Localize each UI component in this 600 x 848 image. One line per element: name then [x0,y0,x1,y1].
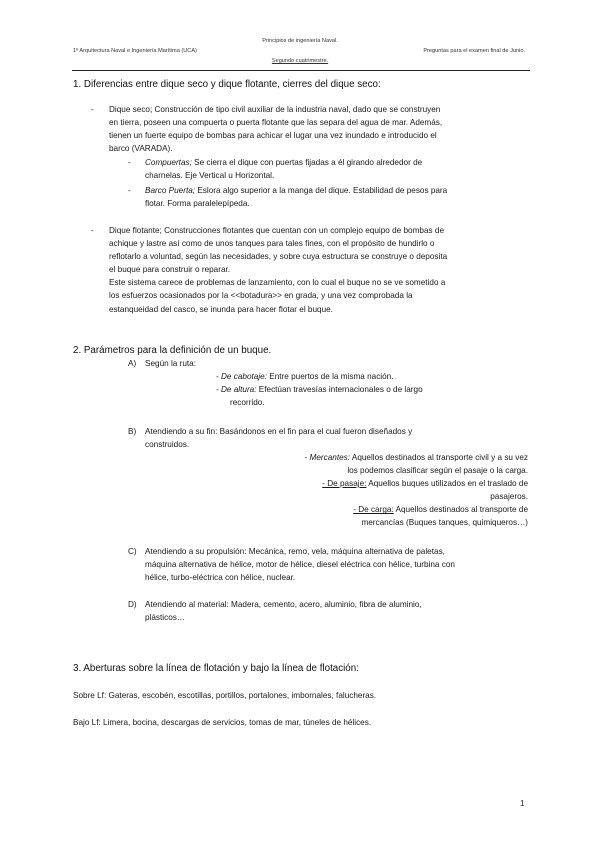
q2-b-label: B) [128,427,137,436]
bullet-dash: - [91,105,94,114]
bullet-dash: - [91,226,94,235]
dique-flotante-paragraph: Dique flotante; Construcciones flotantes que cuentan con un complejo equipo de bombas de achique y lastre así como de unos tanques para tales fines, con el propósito de hundirlo o reflotarlo a voluntad, según las necesidades, y sobre cuya estructura se construye o deposita el buque para construir o reparar. Este sistema carece de problemas de lanzamiento, con lo cual el buque no se ve sometido a los esfuerzos ocasionados por la <<botadura>> en grada, y una vez comprobada la estanqueidad del casco, se inunda para hacer flotar el buque. [109,226,448,314]
page-number: 1 [520,799,525,808]
q2-c-label: C) [128,547,137,556]
header-right: Preguntas para el examen final de Junio. [423,48,525,54]
q2-a-label: A) [128,359,137,368]
dique-seco-paragraph: Dique seco; Construcción de tipo civil auxiliar de la industria naval, dado que se construyen en tierra, poseen una compuerta o puerta flotante que las separa del agua de mar. Además, tienen un fuerte equipo de bombas para achicar el lugar una vez inundado e introducido el barco (VARADA). [109,105,443,154]
q2-a-text: Según la ruta: [145,359,196,368]
bullet-dash: - [128,186,131,195]
q2-d-text: Atendiendo al material: Madera, cemento, acero, aluminio, fibra de aluminio, plásticos… [145,600,422,623]
q2-b-subitems: - Mercantes: Aquellos destinados al transporte civil y a su vez los podemos clasificar según el pasaje o la carga. - De pasaje: Aquellos buques utilizados en el traslado de pasajeros. - De carga: Aquellos destinados al transporte de mercancías (Buques tanques, quimiqueros…) [304,453,528,528]
q2-d-label: D) [128,600,137,609]
header-subtitle: Segundo cuatrimestre. [271,58,329,64]
header-left: 1º Arquitectura Naval e Ingeniería Marítima (UCA) [73,48,197,54]
q2-a-subitems: - De cabotaje: Entre puertos de la misma nación. - De altura: Efectúan travesías internacionales o de largo recorrido. [216,372,423,408]
q3-bajo: Bajo Lf: Limera, bocina, descargas de servicios, tomas de mar, túneles de hélices. [73,718,372,727]
q1-heading: 1. Diferencias entre dique seco y dique flotante, cierres del dique seco: [73,79,381,90]
q3-heading: 3. Aberturas sobre la línea de flotación y bajo la línea de flotación: [73,663,359,674]
q2-heading: 2. Parámetros para la definición de un buque. [73,345,272,356]
barco-puerta-item: Barco Puerta; Eslora algo superior a la manga del dique. Estabilidad de pesos para flotar. Forma paralelepípeda. [145,186,448,209]
q2-c-text: Atendiendo a su propulsión: Mecánica, remo, vela, máquina alternativa de paletas, máquina alternativa de hélice, motor de hélice, diesel eléctrica con hélice, turbina con hélice, turbo-eléctrica con hélice, nuclear. [145,547,455,583]
header-title: Principios de ingeniería Naval. [262,38,338,44]
q3-sobre: Sobre Lf: Gateras, escobén, escotillas, portillos, portalones, imbornales, falucheras. [73,691,377,700]
q2-b-text: Atendiendo a su fin: Basándonos en el fin para el cual fueron diseñados y construidos. [145,427,413,450]
bullet-dash: - [128,158,131,167]
compuertas-item: Compuertas; Se cierra el dique con puertas fijadas a él girando alrededor de charnelas. Eje Vertical u Horizontal. [145,158,423,181]
header-rule [72,70,530,71]
